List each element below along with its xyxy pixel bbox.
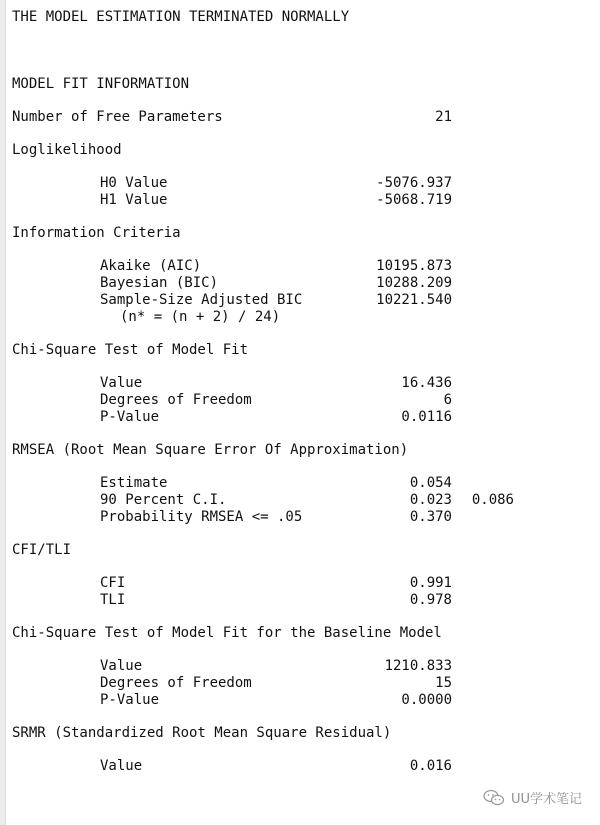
left-scroll-edge[interactable]: [0, 0, 6, 825]
watermark-text: UU学术笔记: [510, 792, 582, 807]
aic-value: 10195.873: [376, 258, 452, 274]
srmr-value-label: Value: [100, 758, 143, 774]
free-params-value: 21: [435, 109, 452, 125]
chisq-df-value: 6: [443, 392, 452, 408]
info-criteria-heading: Information Criteria: [12, 225, 181, 241]
h1-label: H1 Value: [100, 192, 168, 208]
baseline-p-value: 0.0000: [401, 692, 452, 708]
baseline-value-label: Value: [100, 658, 143, 674]
tli-value: 0.978: [409, 592, 452, 608]
baseline-p-label: P-Value: [100, 692, 160, 708]
srmr-heading: SRMR (Standardized Root Mean Square Residual): [12, 725, 392, 741]
bic-value: 10288.209: [376, 275, 452, 291]
bic-label: Bayesian (BIC): [100, 275, 219, 291]
rmsea-estimate-value: 0.054: [409, 475, 452, 491]
chisq-value-label: Value: [100, 375, 143, 391]
cfi-label: CFI: [100, 575, 126, 591]
chisq-df-label: Degrees of Freedom: [100, 392, 252, 408]
loglikelihood-heading: Loglikelihood: [12, 142, 122, 158]
ssabic-value: 10221.540: [376, 292, 452, 308]
chisq-heading: Chi-Square Test of Model Fit: [12, 342, 249, 358]
rmsea-prob-value: 0.370: [409, 509, 452, 525]
baseline-heading: Chi-Square Test of Model Fit for the Baseline Model: [12, 625, 442, 641]
chisq-p-label: P-Value: [100, 409, 160, 425]
baseline-value: 1210.833: [384, 658, 452, 674]
tli-label: TLI: [100, 592, 126, 608]
rmsea-ci-label: 90 Percent C.I.: [100, 492, 227, 508]
chisq-p-value: 0.0116: [401, 409, 452, 425]
estimation-status: THE MODEL ESTIMATION TERMINATED NORMALLY: [12, 9, 350, 25]
model-fit-heading: MODEL FIT INFORMATION: [12, 76, 190, 92]
h0-value: -5076.937: [376, 175, 452, 191]
rmsea-prob-label: Probability RMSEA <= .05: [100, 509, 303, 525]
baseline-df-value: 15: [435, 675, 452, 691]
ssabic-label: Sample-Size Adjusted BIC: [100, 292, 303, 308]
chisq-value: 16.436: [401, 375, 452, 391]
baseline-df-label: Degrees of Freedom: [100, 675, 252, 691]
free-params-label: Number of Free Parameters: [12, 109, 223, 125]
rmsea-heading: RMSEA (Root Mean Square Error Of Approximation): [12, 442, 409, 458]
ssabic-note: (n* = (n + 2) / 24): [120, 309, 281, 325]
cfi-tli-heading: CFI/TLI: [12, 542, 72, 558]
rmsea-ci-upper: 0.086: [471, 492, 514, 508]
h0-label: H0 Value: [100, 175, 168, 191]
rmsea-estimate-label: Estimate: [100, 475, 168, 491]
rmsea-ci-lower: 0.023: [409, 492, 452, 508]
aic-label: Akaike (AIC): [100, 258, 202, 274]
wechat-icon: [483, 789, 505, 807]
cfi-value: 0.991: [409, 575, 452, 591]
h1-value: -5068.719: [376, 192, 452, 208]
watermark: [483, 788, 582, 807]
srmr-value: 0.016: [409, 758, 452, 774]
